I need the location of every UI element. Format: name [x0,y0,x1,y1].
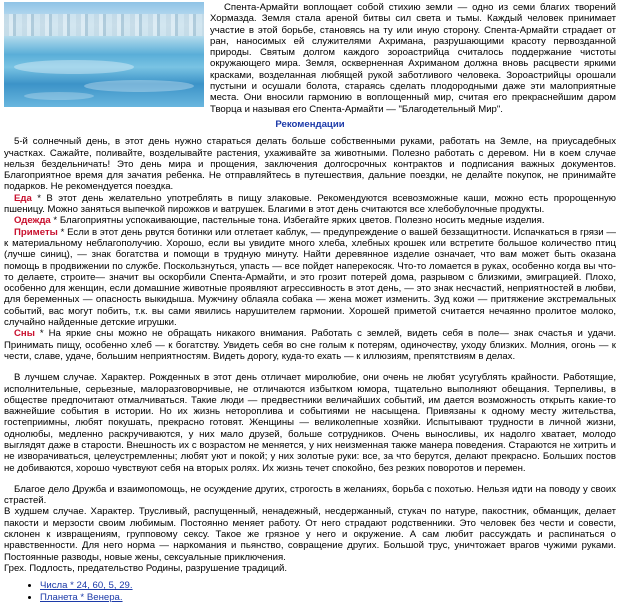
planet-link[interactable]: Планета * Венера. [40,591,123,603]
worst-case-text: В худшем случае. Характер. Трусливый, распущенный, ненадежный, несдержанный, стукач по натуре, пакостник, обманщик, делает пакости и мерзости своим любимым. Постоянно меняет работу. От него страдают родственники. Это человек без чести и совести, склонен к извращениям, групповому сексу. Такое же грязное у него и окружение. А сам любит рассуждать и распинаться о нравственности. Для него норма — наркомания и пьянство, совращение других. Большой трус, уничтожает врагов чужими руками. Постоянные разводы, новые жены, сексуальные приключения. [4,506,616,563]
water-ripple [14,60,134,74]
food-paragraph [4,193,616,216]
clothes-text: * Благоприятны успокаивающие, пастельные тона. Избегайте ярких цветов. Полезно носить медные изделия. [53,215,545,227]
numbers-item [40,580,616,591]
food-label: Еда [14,192,32,204]
recommendations-main: 5-й солнечный день, в этот день нужно стараться делать больше собственными руками, работать на Земле, на приусадебных участках. Сажайте, поливайте, возделывайте растения, ухаживайте за животными. Полезно работать с деревом. Ни в коем случае нельзя бездельничать! Это день мира и прощения, заключения долгосрочных контрактов и подписания важных документов. Благоприятное время для зачатия ребенка. Не отправляйтесь в путешествия, дальние поездки, не делайте покупок, не принимайте подарков. Не рекомендуется поездка. [4,136,616,193]
dreams-paragraph [4,328,616,362]
clothes-paragraph [4,215,616,226]
clothes-label: Одежда [14,215,51,227]
water-city-image [4,2,204,107]
numbers-link[interactable]: Числа * 24, 60, 5, 29. [40,580,133,592]
good-deed-text: Благое дело Дружба и взаимопомощь, не осуждение других, строгость в желаниях, борьба с похотью. Нельзя идти на поводу у своих страстей. [4,483,616,507]
intro-section [4,2,616,115]
omens-label: Приметы [14,226,58,238]
dreams-label: Сны [14,328,35,340]
food-text: * В этот день желательно употреблять в пищу злаковые. Рекомендуются всевозможные каши, можно есть пророщенную пшеницу. Можно заняться выпечкой пирожков и ватрушек. Благими в этот день считаются все хлебобулочные продукты. [4,192,616,216]
omens-paragraph [4,227,616,329]
water-ripple [84,80,194,92]
water-ripple [24,92,94,100]
best-case-text: В лучшем случае. Характер. Рожденных в этот день отличает миролюбие, они очень не любят усугублять крайности. Работящие, исполнительные, серьезные, малоразговорчивые, не отличаются избытком юмора, тщательно выполняют обещания. Терпеливы, в обществе предпочитают отмалчиваться. Такие люди — предвестники величайших событий, им дается возможность открыть какие-то важнейшие события в истории. Но их жизнь нетороплива и событиями не насыщена. Привязаны к одному месту жительства, гостеприимны, любят покушать, прекрасно готовят. Женщины — великолепные хозяйки. Испытывают трудности в личной жизни, однолюбы, медленно раскручиваются, у них мало друзей, больше сотрудников. Очень выносливы, их надолго хватает, молодо выглядят даже в старости. Внешность их с возрастом не меняется, у них неизменная также манера поведения. Стараются не хитрить и не изворачиваться, целеустремленны; любят уют и покой; у них золотые руки: все, за что берутся, делают прекрасно. Больших постов не добиваются, хорошо чувствуют себя на вторых ролях. Их жизнь течет спокойно, без резких поворотов и перемен. [4,372,616,474]
city-skyline [4,14,204,36]
planet-item [40,592,616,603]
omens-text: * Если в этот день рвутся ботинки или отлетает каблук, — предупреждение о вашей беззащитности. Испачкаться в грязи — к материальному неблагополучию. Хорошо, если вы увидите много хлеба, хлебных крошек или встретите большое количество птиц (лучше синиц), — знак богатства и помощи в трудную минуту. Найти деревянное изделие означает, что вам может быть оказана помощь в продвижении по службе. Поскользнуться, упасть — все пойдет наперекосяк. Что-то ломается в руках, особенно когда вы что-то делаете, строите— значит вы оскорбили Спента-Армайти, и это грозит потерей дома, разрывом с близкими, эмиграцией. Плохо, особенно для женщин, если домашние животные проявляют агрессивность в этот день, — это знак несчастий, неприятностей в любви, для беременных — опасность выкидыша. Мужчину облаяла собака — жена может изменить. Зуд кожи — притяжение экстремальных событий, вас могут побить, т.к. вы сами явились нарушителем гармонии. Хорошей приметой считается нечаянно пролитое молоко, случайно найденные детские игрушки. [4,226,617,329]
stats-list [4,580,616,603]
sin-text: Грех. Подлость, предательство Родины, разрушение традиций. [4,562,288,574]
intro-text: Спента-Армайти воплощает собой стихию земли — одно из семи благих творений Хормазда. Земля стала ареной битвы сил света и тьмы. Каждый человек принимает участие в этой борьбе, становясь на ту или иную сторону. Спента-Армайти страдает от ран, наносимых ей служителями Ахримана, разрушающими красоту первозданной природы. Святым долгом каждого зороастрийца считалось поддержание чистоты окружающего мира. Земля, оскверненная Ахриманом должна вновь расцвести яркими красками, возделанная любящей рукой заботливого человека. Зороастрийцы орошали пустыни и осушали болота, стараясь сделать плодородными даже эти малоприятные места. Они вносили гармонию в воплощенный мир, считая его прекраснейшим даром Творца и называя его Спента-Армайти — "Благодетельный Мир". [210,2,616,115]
recommendations-heading: Рекомендации [275,118,345,130]
dreams-text: * На яркие сны можно не обращать никакого внимания. Работать с землей, видеть себя в поле— знак счастья и удачи. Принимать пищу, особенно хлеб — к богатству. Увидеть себя во сне голым к потерям, одиночеству, уходу близких. Молния, огонь — к чести, славе, удаче, большим неприятностям. Видеть дорогу, куда-то ехать — к иллюзиям, препятствиям в делах. [4,328,616,362]
